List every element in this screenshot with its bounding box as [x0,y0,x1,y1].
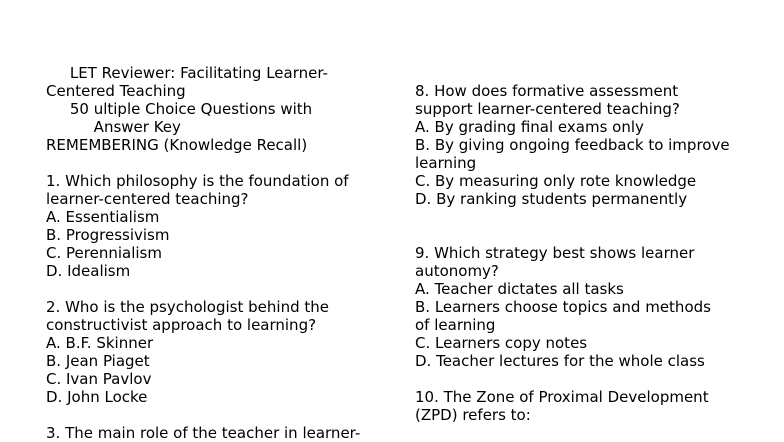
question-stem: 8. How does formative assessment [415,82,679,100]
answer-option: C. Ivan Pavlov [46,370,152,388]
answer-option: B. Learners choose topics and methods [415,298,711,316]
question-stem: 2. Who is the psychologist behind the [46,298,329,316]
answer-option: A. By grading final exams only [415,118,644,136]
question-stem: 10. The Zone of Proximal Development [415,388,709,406]
question-stem: support learner-centered teaching? [415,100,680,118]
question-stem: constructivist approach to learning? [46,316,317,334]
answer-option: A. Teacher dictates all tasks [415,280,624,298]
question-10 [415,388,760,424]
answer-option: D. Idealism [46,262,131,280]
question-stem: 3. The main role of the teacher in learner- [46,424,361,442]
answer-option: A. B.F. Skinner [46,334,154,352]
left-column [46,64,376,442]
document-subtitle-line-2: Answer Key [46,118,181,136]
answer-option: B. Progressivism [46,226,170,244]
answer-option: C. Learners copy notes [415,334,588,352]
question-9 [415,244,760,370]
answer-option: D. Teacher lectures for the whole class [415,352,705,370]
answer-option: A. Essentialism [46,208,160,226]
answer-option: D. John Locke [46,388,148,406]
question-8 [415,82,760,208]
document-subtitle-line-1: 50 ultiple Choice Questions with [46,100,313,118]
answer-option: B. Jean Piaget [46,352,150,370]
question-1 [46,172,376,280]
question-stem: (ZPD) refers to: [415,406,531,424]
question-2 [46,298,376,406]
answer-option: of learning [415,316,496,334]
answer-option: B. By giving ongoing feedback to improve [415,136,730,154]
document-title-line-2: Centered Teaching [46,82,186,100]
question-stem: autonomy? [415,262,499,280]
question-stem: 9. Which strategy best shows learner [415,244,695,262]
answer-option: C. By measuring only rote knowledge [415,172,697,190]
question-stem: 1. Which philosophy is the foundation of [46,172,349,190]
question-stem: learner-centered teaching? [46,190,249,208]
answer-option: learning [415,154,477,172]
section-heading: REMEMBERING (Knowledge Recall) [46,136,308,154]
document-title-line-1: LET Reviewer: Facilitating Learner- [46,64,328,82]
answer-option: D. By ranking students permanently [415,190,688,208]
question-3 [46,424,376,442]
answer-option: C. Perennialism [46,244,162,262]
right-column [415,82,760,424]
